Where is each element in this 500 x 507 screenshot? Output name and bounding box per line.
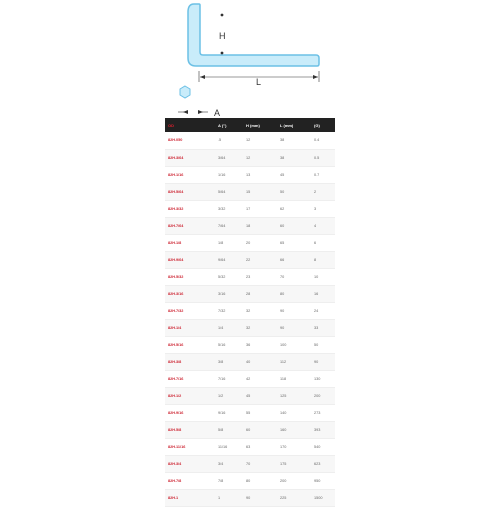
reference-cell[interactable]: 82H.3/4 bbox=[165, 455, 215, 472]
size-cell: 5/16 bbox=[215, 336, 243, 353]
length-cell: 118 bbox=[277, 370, 311, 387]
height-cell: 90 bbox=[243, 489, 277, 506]
weight-cell: 6 bbox=[311, 234, 335, 251]
size-cell: 1/2 bbox=[215, 387, 243, 404]
table-row bbox=[165, 132, 335, 149]
weight-cell: 3 bbox=[311, 200, 335, 217]
size-cell: 1/16 bbox=[215, 166, 243, 183]
height-cell: 55 bbox=[243, 404, 277, 421]
length-cell: 65 bbox=[277, 234, 311, 251]
size-cell: 5/64 bbox=[215, 183, 243, 200]
length-cell: 112 bbox=[277, 353, 311, 370]
reference-cell[interactable]: 82H.5/64 bbox=[165, 183, 215, 200]
table-row bbox=[165, 336, 335, 353]
reference-cell[interactable]: 82H.1/16 bbox=[165, 166, 215, 183]
height-cell: 17 bbox=[243, 200, 277, 217]
length-cell: 60 bbox=[277, 217, 311, 234]
reference-cell[interactable]: 82H.1 bbox=[165, 489, 215, 506]
height-cell: 23 bbox=[243, 268, 277, 285]
height-label: H bbox=[219, 31, 226, 41]
size-cell: 9/16 bbox=[215, 404, 243, 421]
reference-cell[interactable]: 82H.5/16 bbox=[165, 336, 215, 353]
length-cell: 90 bbox=[277, 302, 311, 319]
table-body bbox=[165, 132, 335, 506]
table-row bbox=[165, 285, 335, 302]
length-label: L bbox=[256, 77, 262, 87]
size-cell: 3/64 bbox=[215, 149, 243, 166]
length-cell: 38 bbox=[277, 132, 311, 149]
weight-cell: 393 bbox=[311, 421, 335, 438]
length-cell: 125 bbox=[277, 387, 311, 404]
reference-cell[interactable]: 82H.9/16 bbox=[165, 404, 215, 421]
height-cell: 22 bbox=[243, 251, 277, 268]
size-cell: 3/32 bbox=[215, 200, 243, 217]
height-cell: 60 bbox=[243, 421, 277, 438]
reference-cell[interactable]: 82H.7/64 bbox=[165, 217, 215, 234]
column-header-height: H (mm) bbox=[246, 122, 260, 128]
hex-key-outline bbox=[188, 4, 319, 66]
weight-cell: 130 bbox=[311, 370, 335, 387]
table-header-row bbox=[165, 118, 335, 132]
height-cell: 32 bbox=[243, 302, 277, 319]
reference-cell[interactable]: 82H.1/8 bbox=[165, 234, 215, 251]
length-cell: 175 bbox=[277, 455, 311, 472]
size-cell: 11/16 bbox=[215, 438, 243, 455]
hex-cross-section bbox=[180, 86, 190, 98]
size-cell: 3/4 bbox=[215, 455, 243, 472]
weight-cell: 0.7 bbox=[311, 166, 335, 183]
size-cell: 7/64 bbox=[215, 217, 243, 234]
table-row bbox=[165, 234, 335, 251]
weight-cell: 4 bbox=[311, 217, 335, 234]
weight-cell: 273 bbox=[311, 404, 335, 421]
length-cell: 170 bbox=[277, 438, 311, 455]
size-label: A bbox=[214, 108, 221, 118]
weight-cell: 0.4 bbox=[311, 132, 335, 149]
reference-cell[interactable]: 82H.5/8 bbox=[165, 421, 215, 438]
length-cell: 66 bbox=[277, 251, 311, 268]
table-row bbox=[165, 200, 335, 217]
weight-cell: 0.5 bbox=[311, 149, 335, 166]
hex-key-diagram bbox=[0, 0, 500, 120]
table-row bbox=[165, 217, 335, 234]
reference-cell[interactable]: 82H.3/32 bbox=[165, 200, 215, 217]
height-cell: 28 bbox=[243, 285, 277, 302]
weight-cell: 24 bbox=[311, 302, 335, 319]
weight-cell: 623 bbox=[311, 455, 335, 472]
height-cell: 36 bbox=[243, 336, 277, 353]
height-marker-top bbox=[221, 14, 224, 17]
height-cell: 20 bbox=[243, 234, 277, 251]
weight-cell: 50 bbox=[311, 336, 335, 353]
weight-cell: 33 bbox=[311, 319, 335, 336]
reference-cell[interactable]: 82H.3/64 bbox=[165, 149, 215, 166]
reference-cell[interactable]: 82H.7/8 bbox=[165, 472, 215, 489]
column-header-length: L (mm) bbox=[280, 122, 294, 128]
column-header-size: A (") bbox=[218, 122, 227, 128]
table-row bbox=[165, 472, 335, 489]
reference-cell[interactable]: 82H.1/2 bbox=[165, 387, 215, 404]
reference-cell[interactable]: 82H.11/16 bbox=[165, 438, 215, 455]
length-cell: 70 bbox=[277, 268, 311, 285]
length-cell: 100 bbox=[277, 336, 311, 353]
size-cell: 7/32 bbox=[215, 302, 243, 319]
weight-cell: 8 bbox=[311, 251, 335, 268]
weight-cell: 2 bbox=[311, 183, 335, 200]
table-row bbox=[165, 251, 335, 268]
height-cell: 42 bbox=[243, 370, 277, 387]
size-cell: .5 bbox=[215, 132, 243, 149]
size-cell: 7/16 bbox=[215, 370, 243, 387]
height-marker-bottom bbox=[221, 52, 224, 55]
length-cell: 225 bbox=[277, 489, 311, 506]
table-row bbox=[165, 268, 335, 285]
weight-cell: 950 bbox=[311, 472, 335, 489]
size-cell: 1/4 bbox=[215, 319, 243, 336]
size-cell: 1/8 bbox=[215, 234, 243, 251]
table-row bbox=[165, 438, 335, 455]
length-cell: 90 bbox=[277, 319, 311, 336]
length-cell: 160 bbox=[277, 421, 311, 438]
table-row bbox=[165, 455, 335, 472]
length-cell: 62 bbox=[277, 200, 311, 217]
reference-cell[interactable]: 82H.7/16 bbox=[165, 370, 215, 387]
table-row bbox=[165, 370, 335, 387]
length-cell: 50 bbox=[277, 183, 311, 200]
length-cell: 45 bbox=[277, 166, 311, 183]
height-cell: 70 bbox=[243, 455, 277, 472]
size-cell: 5/8 bbox=[215, 421, 243, 438]
height-cell: 63 bbox=[243, 438, 277, 455]
weight-cell: 10 bbox=[311, 268, 335, 285]
height-cell: 12 bbox=[243, 132, 277, 149]
table-row bbox=[165, 489, 335, 506]
column-header-reference: OD bbox=[168, 122, 174, 128]
length-cell: 200 bbox=[277, 472, 311, 489]
height-cell: 40 bbox=[243, 353, 277, 370]
reference-cell[interactable]: 82H.9/64 bbox=[165, 251, 215, 268]
reference-cell[interactable]: 82H.5/32 bbox=[165, 268, 215, 285]
weight-cell: 200 bbox=[311, 387, 335, 404]
size-cell: 5/32 bbox=[215, 268, 243, 285]
height-cell: 18 bbox=[243, 217, 277, 234]
table-row bbox=[165, 353, 335, 370]
height-cell: 12 bbox=[243, 149, 277, 166]
table-row bbox=[165, 387, 335, 404]
table-row bbox=[165, 183, 335, 200]
height-cell: 45 bbox=[243, 387, 277, 404]
size-cell: 1 bbox=[215, 489, 243, 506]
size-cell: 3/8 bbox=[215, 353, 243, 370]
weight-cell: 1500 bbox=[311, 489, 335, 506]
reference-cell[interactable]: 82H.1/4 bbox=[165, 319, 215, 336]
table-row bbox=[165, 166, 335, 183]
table-row bbox=[165, 421, 335, 438]
size-cell: 7/8 bbox=[215, 472, 243, 489]
table-row bbox=[165, 149, 335, 166]
height-cell: 15 bbox=[243, 183, 277, 200]
length-cell: 80 bbox=[277, 285, 311, 302]
reference-cell[interactable]: 82H.3/16 bbox=[165, 285, 215, 302]
height-cell: 13 bbox=[243, 166, 277, 183]
reference-cell[interactable]: 82H.3/8 bbox=[165, 353, 215, 370]
height-cell: 80 bbox=[243, 472, 277, 489]
column-header-weight: (G) bbox=[314, 122, 320, 128]
weight-cell: 16 bbox=[311, 285, 335, 302]
length-cell: 140 bbox=[277, 404, 311, 421]
table-row bbox=[165, 319, 335, 336]
hex-key-spec-table bbox=[165, 118, 335, 507]
reference-cell[interactable]: 82H.7/32 bbox=[165, 302, 215, 319]
weight-cell: 90 bbox=[311, 353, 335, 370]
height-cell: 32 bbox=[243, 319, 277, 336]
size-cell: 3/16 bbox=[215, 285, 243, 302]
weight-cell: 540 bbox=[311, 438, 335, 455]
length-cell: 38 bbox=[277, 149, 311, 166]
table-row bbox=[165, 404, 335, 421]
reference-cell[interactable]: 82H.050 bbox=[165, 132, 215, 149]
size-cell: 9/64 bbox=[215, 251, 243, 268]
table-row bbox=[165, 302, 335, 319]
